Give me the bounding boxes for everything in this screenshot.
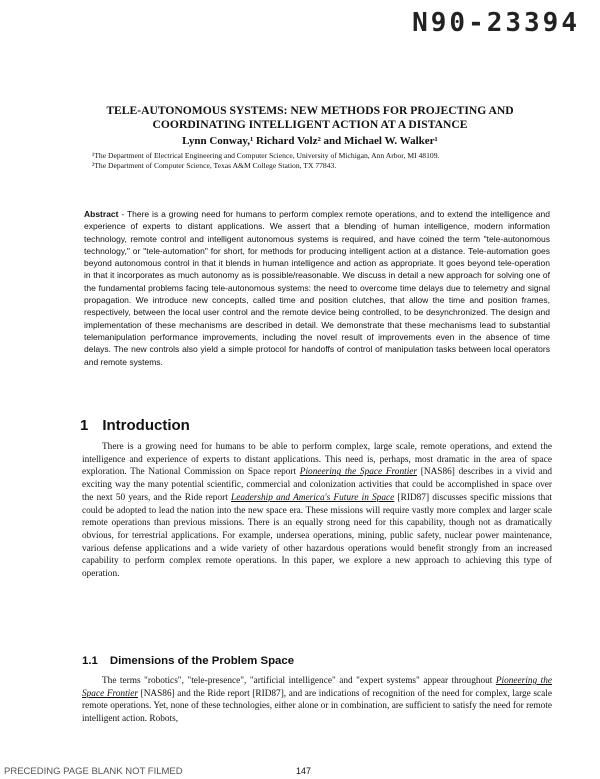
preceding-page-note: PRECEDING PAGE BLANK NOT FILMED [4, 766, 183, 777]
subsection-title: Dimensions of the Problem Space [109, 655, 295, 667]
affiliations [92, 151, 439, 171]
document-stamp: N90-23394 [412, 8, 580, 38]
subsection-number: 1.1 [82, 655, 98, 667]
intro-paragraph [82, 441, 552, 581]
section-number: 1 [80, 417, 89, 434]
intro-text-c: [RID87] discusses specific missions that could be adopted to lead the nation into the new space era. These missions will require vastly more complex and larger scale remote operations than previous missions. There is an equally strong need for this capability, though not as dramatically obvious, for terrestrial applications. For example, undersea operations, mining, public safety, nuclear power maintenance, various defense applications and a wide variety of other hazardous operations would benefit strongly from an increased capability to perform complex remote operations. In this paper, we explore a new approach to achieving this type of operation. [82, 492, 552, 580]
affiliation-2: ²The Department of Computer Science, Texas A&M College Station, TX 77843. [92, 161, 337, 170]
intro-text-b: [NAS86] describes in a vivid and exciting way the many potential scientific, commercial and colonization activities that could be accomplished in space over the next 50 years, and the Ride report [82, 467, 552, 503]
abstract [84, 208, 550, 368]
affiliation-1: ¹The Department of Electrical Engineering and Computer Science, University of Michigan, Ann Arbor, MI 48109. [92, 151, 440, 160]
dimensions-paragraph [82, 675, 552, 726]
authors: Lynn Conway,¹ Richard Volz² and Michael W. Walker¹ [182, 135, 438, 147]
abstract-text: - There is a growing need for humans to perform complex remote operations, and to extend the intelligence and experience of experts to distant applications. We assert that a blending of human intelligence, modern information technology, remote control and intelligent autonomous systems is required, and have coined the term "tele-autonomous technology," or "tele-automation" for short, for methods for producing intelligent action at a distance. Tele-automation goes beyond autonomous control in that it blends in human intelligence and action as appropriate. It goes beyond tele-operation in that it incorporates as much autonomy as is possible/reasonable. We discuss in detail a new approach for solving one of the fundamental problems facing tele-autonomous systems: the need to overcome time delays due to telemetry and signal propagation. We introduce new concepts, called time and position clutches, that allow the time and position frames, respectively, between the local user control and the remote device being controlled, to be desynchronized. The design and implementation of these mechanisms are described in detail. We demonstrate that these mechanisms lead to substantial telemanipulation performance improvements, including the novel result of improvements even in the absence of time delays. The new controls also yield a simple protocol for handoffs of control of manipulation tasks between local operators and remote systems. [84, 209, 550, 367]
section-heading-introduction [80, 417, 190, 434]
dimensions-text-b: [NAS86] and the Ride report [RID87], and are indications of recognition of the need for complex, large scale remote operations. Yet, none of these technologies, either alone or in combination, are sufficient to satisfy the need for remote intelligent action. Robots, [82, 688, 552, 725]
subsection-heading-dimensions [82, 655, 294, 667]
section-title: Introduction [102, 417, 190, 434]
ref-title-pioneering-2: Pioneering the Space Frontier [82, 676, 553, 699]
dimensions-text-a: The terms "robotics", "tele-presence", "artificial intelligence" and "expert systems" appear throughout [102, 676, 496, 686]
intro-text-a: There is a growing need for humans to be able to perform complex, large scale, remote operations, and extend the intelligence and experience of experts to distant applications. This need is, perhaps, most dramatic in the area of space exploration. The National Commission on Space report [82, 442, 552, 478]
ref-title-pioneering: Pioneering the Space Frontier [299, 467, 418, 478]
abstract-label: Abstract [84, 209, 119, 219]
paper-title: TELE-AUTONOMOUS SYSTEMS: NEW METHODS FOR PROJECTING AND COORDINATING INTELLIGENT ACTION AT A DISTANCE [106, 104, 514, 131]
page-number: 147 [296, 766, 312, 776]
ref-title-leadership: Leadership and America's Future in Space [231, 492, 395, 503]
